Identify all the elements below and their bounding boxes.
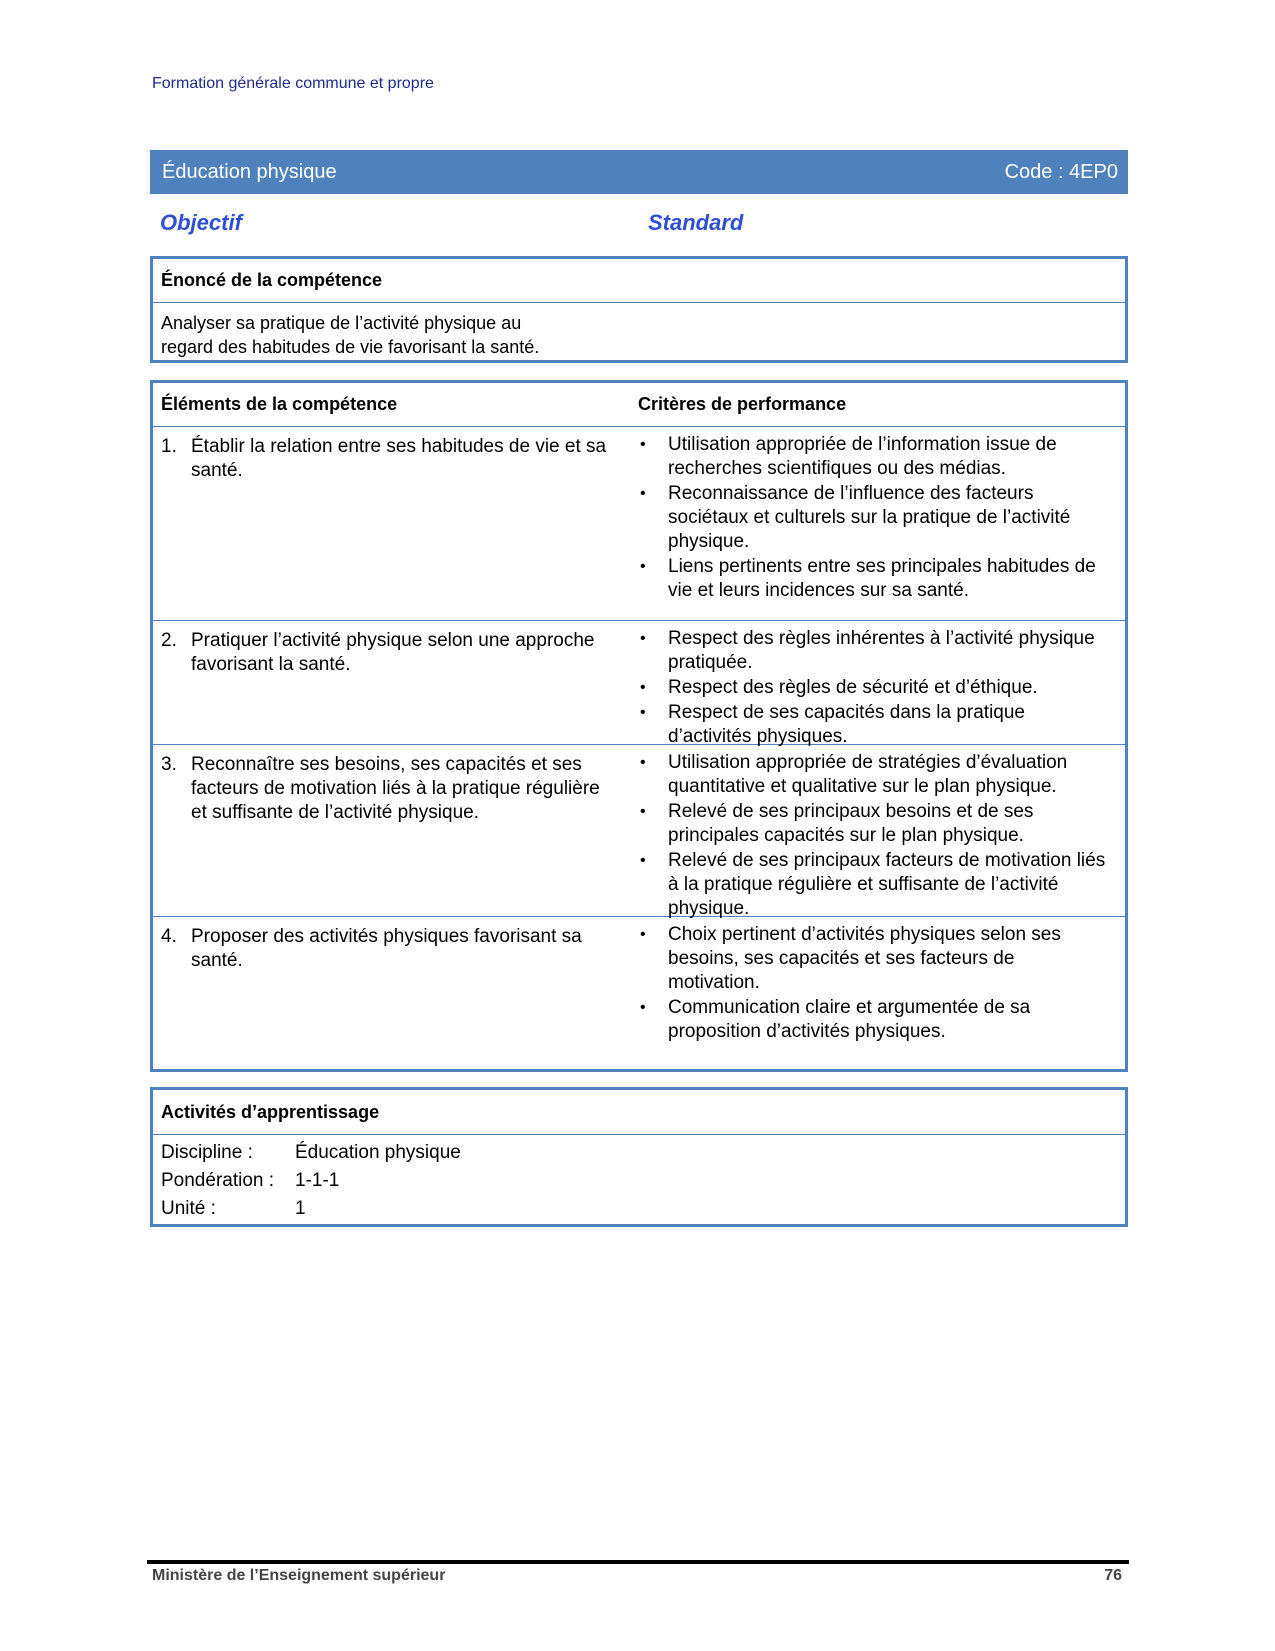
discipline-value: Éducation physique	[295, 1142, 461, 1163]
bullet-icon: •	[640, 630, 646, 647]
element-text: Pratiquer l’activité physique selon une approche favorisant la santé.	[191, 630, 595, 675]
ponderation-value: 1-1-1	[295, 1170, 340, 1191]
table-row	[153, 745, 1125, 917]
unite-label: Unité :	[161, 1198, 216, 1219]
bullet-icon: •	[640, 679, 646, 696]
standard-label: Standard	[648, 210, 744, 235]
bullet-icon: •	[640, 558, 646, 575]
criterion-item: • Respect des règles de sécurité et d’éthique.	[640, 677, 1038, 698]
competence-statement-box	[150, 256, 1128, 363]
element-cell	[153, 621, 638, 744]
learning-activities-box	[150, 1087, 1128, 1227]
course-title: Éducation physique	[162, 160, 337, 183]
page-footer	[152, 1567, 1122, 1585]
table-row	[153, 427, 1125, 621]
competence-statement-text: Analyser sa pratique de l’activité physique au regard des habitudes de vie favorisant la santé.	[161, 313, 540, 357]
criterion-item: • Communication claire et argumentée de sa proposition d’activités physiques.	[640, 997, 1031, 1042]
bullet-icon: •	[640, 803, 646, 820]
discipline-line	[153, 1139, 1125, 1167]
bullet-icon: •	[640, 999, 646, 1016]
footer-rule	[147, 1560, 1129, 1564]
criteria-cell	[638, 621, 1125, 747]
criteria-cell	[638, 917, 1125, 1045]
objective-label: Objectif	[160, 210, 242, 235]
bullet-icon: •	[640, 436, 646, 453]
element-text: Reconnaître ses besoins, ses capacités et ses facteurs de motivation liés à la pratique régulière et suffisante de l’activité physique.	[191, 754, 600, 823]
course-title-bar	[150, 150, 1128, 194]
criteria-cell	[638, 745, 1125, 919]
criteria-cell	[638, 427, 1125, 620]
course-code: Code : 4EP0	[1004, 160, 1118, 183]
objective-row	[160, 210, 744, 236]
discipline-label: Discipline :	[161, 1142, 253, 1163]
element-number: 4.	[161, 926, 177, 947]
unite-line	[153, 1195, 1125, 1223]
criterion-item: • Utilisation appropriée de l’information issue de recherches scientifiques ou des médias.	[640, 434, 1057, 479]
criterion-item: • Choix pertinent d’activités physiques selon ses besoins, ses capacités et ses facteurs de motivation.	[640, 924, 1061, 993]
criterion-item: • Respect de ses capacités dans la pratique d’activités physiques.	[640, 702, 1025, 747]
element-number: 2.	[161, 630, 177, 651]
criterion-item: • Relevé de ses principaux besoins et de ses principales capacités sur le plan physique.	[640, 801, 1034, 846]
table-row	[153, 621, 1125, 745]
learning-activities-heading: Activités d’apprentissage	[153, 1090, 1125, 1135]
criterion-item: • Reconnaissance de l’influence des facteurs sociétaux et culturels sur la pratique de l’activité physique.	[640, 483, 1071, 552]
criterion-item: • Relevé de ses principaux facteurs de motivation liés à la pratique régulière et suffisante de l’activité physique.	[640, 850, 1106, 919]
element-cell	[153, 917, 638, 1045]
competence-table	[150, 380, 1128, 1072]
bullet-icon: •	[640, 704, 646, 721]
unite-value: 1	[295, 1198, 306, 1219]
footer-ministry: Ministère de l’Enseignement supérieur	[152, 1567, 446, 1584]
criterion-item: • Respect des règles inhérentes à l’activité physique pratiquée.	[640, 628, 1095, 673]
competence-statement-heading: Énoncé de la compétence	[153, 259, 1125, 303]
ponderation-label: Pondération :	[161, 1170, 275, 1191]
element-cell	[153, 745, 638, 916]
table-row	[153, 917, 1125, 1045]
element-number: 3.	[161, 754, 177, 775]
bullet-icon: •	[640, 754, 646, 771]
elements-header: Éléments de la compétence	[161, 394, 398, 414]
criteria-header: Critères de performance	[638, 394, 847, 414]
element-text: Établir la relation entre ses habitudes de vie et sa santé.	[191, 436, 607, 481]
bullet-icon: •	[640, 485, 646, 502]
table-header	[153, 383, 1125, 427]
element-text: Proposer des activités physiques favorisant sa santé.	[191, 926, 582, 971]
element-cell	[153, 427, 638, 620]
element-number: 1.	[161, 436, 177, 457]
running-head: Formation générale commune et propre	[152, 75, 434, 92]
criterion-item: • Liens pertinents entre ses principales habitudes de vie et leurs incidences sur sa santé.	[640, 556, 1096, 601]
bullet-icon: •	[640, 926, 646, 943]
page-number: 76	[1104, 1567, 1122, 1584]
criterion-item: • Utilisation appropriée de stratégies d’évaluation quantitative et qualitative sur le plan physique.	[640, 752, 1068, 797]
ponderation-line	[153, 1167, 1125, 1195]
bullet-icon: •	[640, 852, 646, 869]
